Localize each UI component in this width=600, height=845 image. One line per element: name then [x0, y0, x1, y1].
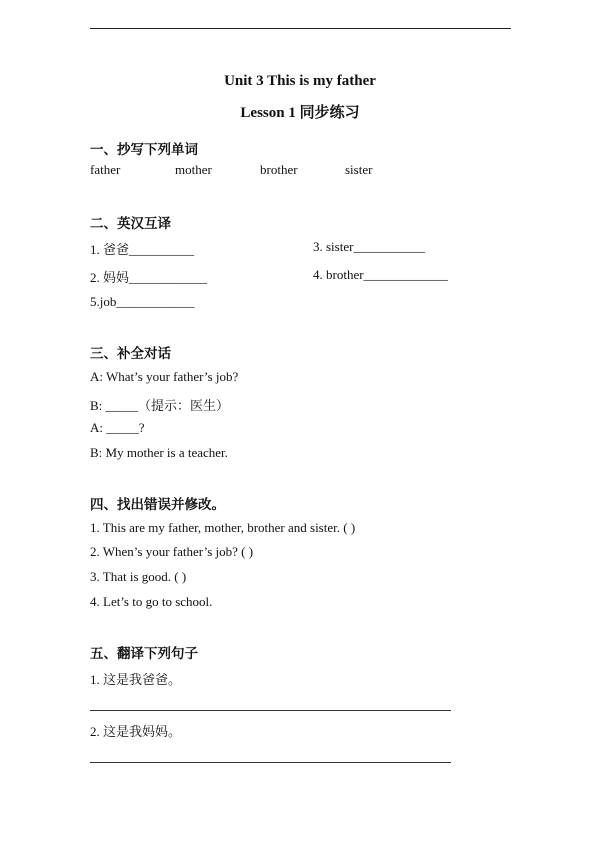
worksheet-title: Unit 3 This is my father	[224, 73, 376, 89]
section4-heading: 四、找出错误并修改。	[90, 497, 225, 513]
translate-sentence: 1. 这是我爸爸。	[90, 672, 182, 687]
section5-heading: 五、翻译下列句子	[90, 646, 198, 662]
section1-heading: 一、抄写下列单词	[90, 142, 198, 158]
answer-line	[90, 710, 451, 711]
section3-heading: 三、补全对话	[90, 346, 171, 362]
translation-item: 2. 妈妈____________	[90, 270, 208, 285]
translation-item: 4. brother_____________	[313, 267, 449, 282]
error-sentence: 1. This are my father, mother, brother and sister. ( )	[90, 520, 356, 535]
dialogue-line: B: My mother is a teacher.	[90, 445, 228, 460]
error-sentence: 2. When’s your father’s job? ( )	[90, 544, 254, 559]
error-sentence: 4. Let’s to go to school.	[90, 594, 213, 609]
error-sentence: 3. That is good. ( )	[90, 569, 187, 584]
answer-line	[90, 762, 451, 763]
word-item: sister	[345, 162, 373, 177]
translation-item: 5.job____________	[90, 294, 195, 309]
section2-heading: 二、英汉互译	[90, 216, 171, 232]
dialogue-line: B: _____（提示：医生）	[90, 398, 230, 413]
translation-item: 1. 爸爸__________	[90, 242, 195, 257]
word-item: mother	[175, 162, 212, 177]
dialogue-line: A: _____?	[90, 420, 145, 435]
word-item: father	[90, 162, 121, 177]
worksheet-subtitle: Lesson 1 同步练习	[240, 105, 360, 121]
translate-sentence: 2. 这是我妈妈。	[90, 724, 182, 739]
translation-item: 3. sister___________	[313, 239, 425, 254]
word-item: brother	[260, 162, 298, 177]
dialogue-line: A: What’s your father’s job?	[90, 369, 239, 384]
top-divider	[90, 28, 511, 29]
